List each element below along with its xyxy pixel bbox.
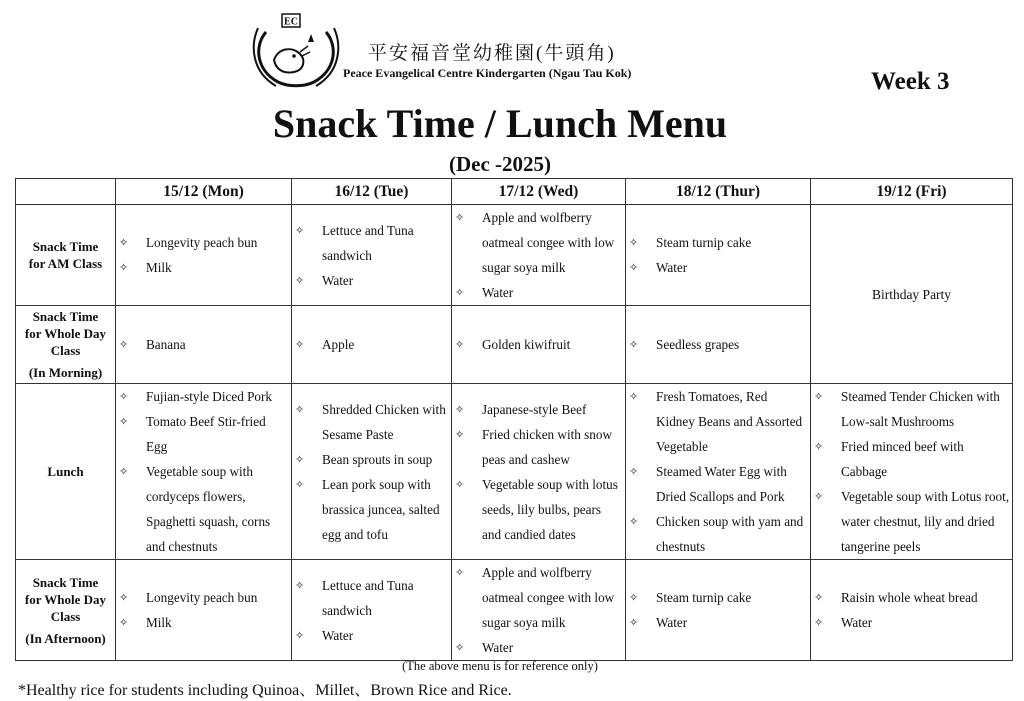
menu-cell — [811, 384, 1013, 560]
menu-item — [292, 623, 451, 648]
menu-item — [626, 610, 810, 635]
menu-item-text: Fresh Tomatoes, Red Kidney Beans and Assorted Vegetable — [656, 389, 803, 454]
menu-item-text: Water — [656, 615, 688, 630]
menu-item-text: Banana — [146, 337, 186, 352]
menu-item — [811, 434, 1012, 484]
menu-item — [626, 509, 810, 559]
menu-item — [452, 560, 625, 635]
menu-item-list — [292, 218, 451, 293]
menu-item-text: Longevity peach bun — [146, 235, 258, 250]
bullet-icon: ✧ — [455, 427, 465, 441]
bullet-icon: ✧ — [629, 515, 639, 528]
row-label-line: Snack Time — [32, 574, 99, 590]
menu-item-text: Vegetable soup with lotus seeds, lily bulbs, pears and candied dates — [482, 476, 618, 542]
bullet-icon: ✧ — [629, 616, 639, 629]
menu-item-list — [452, 332, 625, 357]
menu-item — [452, 422, 625, 472]
bullet-icon: ✧ — [455, 402, 465, 416]
reference-note: (The above menu is for reference only) — [402, 659, 598, 673]
menu-item-text: Seedless grapes — [656, 337, 740, 352]
menu-item-text: Fujian-style Diced Pork — [146, 389, 272, 404]
afternoon-snack-row — [16, 560, 1013, 661]
menu-item-list — [452, 205, 625, 305]
bullet-icon: ✧ — [295, 223, 305, 237]
menu-item — [292, 268, 451, 293]
day-header: 19/12 (Fri) — [811, 179, 1013, 205]
menu-item — [452, 635, 625, 660]
menu-item-text: Apple and wolfberry oatmeal congee with low sugar soya milk — [482, 210, 615, 275]
bullet-icon: ✧ — [814, 490, 824, 503]
menu-item — [292, 332, 451, 357]
row-label — [16, 384, 116, 560]
row-label-line: for AM Class — [28, 256, 103, 271]
menu-item-list — [811, 384, 1012, 559]
row-label — [16, 205, 116, 306]
menu-item — [116, 585, 291, 610]
menu-item-text: Milk — [146, 615, 172, 630]
menu-item-text: Milk — [146, 260, 172, 275]
menu-item — [626, 459, 810, 509]
bullet-icon: ✧ — [295, 338, 305, 351]
row-label-line: Snack Time — [32, 239, 99, 254]
menu-item — [811, 610, 1012, 635]
bullet-icon: ✧ — [455, 338, 465, 351]
bullet-icon: ✧ — [455, 211, 465, 224]
bullet-icon: ✧ — [295, 628, 305, 642]
school-name-chinese: 平安福音堂幼稚園(牛頭角) — [368, 43, 616, 64]
birthday-party-cell: Birthday Party — [811, 205, 1013, 384]
bullet-icon: ✧ — [629, 338, 639, 351]
menu-item-text: Steam turnip cake — [656, 235, 752, 250]
bullet-icon: ✧ — [295, 402, 305, 416]
menu-item-text: Fried chicken with snow peas and cashew — [482, 426, 613, 467]
row-label-line: Class — [50, 608, 81, 624]
bullet-icon: ✧ — [119, 616, 129, 629]
menu-item — [452, 332, 625, 357]
menu-item — [116, 255, 291, 280]
bullet-icon: ✧ — [119, 236, 129, 249]
row-label-line: for Whole Day — [24, 326, 107, 341]
bullet-icon: ✧ — [455, 286, 465, 299]
menu-item-text: Steamed Tender Chicken with Low-salt Mushrooms — [841, 389, 1000, 429]
menu-item-text: Water — [322, 272, 354, 288]
day-header: 17/12 (Wed) — [452, 179, 626, 205]
menu-item — [292, 218, 451, 268]
row-label-line: Lunch — [47, 464, 84, 479]
row-label — [16, 560, 116, 661]
bullet-icon: ✧ — [119, 465, 129, 478]
menu-cell — [626, 560, 811, 661]
bullet-icon: ✧ — [629, 236, 639, 249]
day-header-row — [16, 179, 1013, 205]
menu-item-text: Raisin whole wheat bread — [841, 590, 978, 605]
day-header: 16/12 (Tue) — [292, 179, 452, 205]
menu-item-text: Lettuce and Tuna sandwich — [322, 577, 414, 618]
menu-item — [626, 230, 810, 255]
menu-item — [292, 472, 451, 547]
bullet-icon: ✧ — [629, 465, 639, 478]
menu-item — [626, 585, 810, 610]
healthy-rice-note: *Healthy rice for students including Quinoa、Millet、Brown Rice and Rice. — [18, 682, 512, 699]
menu-item-text: Vegetable soup with cordyceps flowers, Spaghetti squash, corns and chestnuts — [146, 464, 271, 554]
menu-item-text: Chicken soup with yam and chestnuts — [656, 514, 804, 554]
bullet-icon: ✧ — [629, 261, 639, 274]
menu-item-text: Bean sprouts in soup — [322, 451, 433, 467]
menu-item — [116, 610, 291, 635]
page-header — [0, 0, 1024, 178]
bullet-icon: ✧ — [119, 390, 129, 403]
bullet-icon: ✧ — [455, 641, 465, 654]
menu-cell — [811, 560, 1013, 661]
menu-cell — [452, 384, 626, 560]
bullet-icon: ✧ — [119, 338, 129, 351]
menu-item-text: Water — [841, 615, 873, 630]
menu-cell — [116, 384, 292, 560]
row-label-line: Snack Time — [32, 309, 99, 324]
week-label: Week 3 — [871, 68, 950, 95]
menu-item — [452, 205, 625, 280]
school-name-english: Peace Evangelical Centre Kindergarten (Ngau Tau Kok) — [343, 66, 632, 80]
menu-item-text: Apple — [322, 337, 355, 352]
lunch-row — [16, 384, 1013, 560]
menu-item-text: Fried minced beef with Cabbage — [841, 439, 964, 479]
menu-table — [15, 178, 1013, 661]
menu-cell — [452, 205, 626, 306]
bullet-icon: ✧ — [814, 591, 824, 604]
menu-cell — [116, 306, 292, 384]
menu-item-list — [626, 585, 810, 635]
menu-item-text: Tomato Beef Stir-fried Egg — [146, 414, 266, 454]
menu-item — [292, 573, 451, 623]
menu-item-list — [452, 397, 625, 547]
bullet-icon: ✧ — [119, 261, 129, 274]
menu-item-list — [116, 585, 291, 635]
menu-item-text: Steamed Water Egg with Dried Scallops and Pork — [656, 464, 787, 504]
menu-cell — [626, 205, 811, 306]
menu-item — [292, 447, 451, 472]
menu-cell — [292, 306, 452, 384]
menu-item — [811, 484, 1012, 559]
bullet-icon: ✧ — [814, 390, 824, 403]
menu-item — [116, 384, 291, 409]
menu-cell — [626, 306, 811, 384]
menu-item — [811, 585, 1012, 610]
menu-cell — [626, 384, 811, 560]
menu-item-text: Water — [482, 640, 514, 655]
menu-item — [116, 409, 291, 459]
bullet-icon: ✧ — [295, 578, 305, 592]
menu-cell — [452, 560, 626, 661]
menu-item-list — [626, 332, 810, 357]
menu-cell — [116, 205, 292, 306]
page-title: Snack Time / Lunch Menu — [272, 101, 728, 146]
menu-item-list — [811, 585, 1012, 635]
kindergarten-logo — [248, 12, 344, 92]
menu-item — [116, 459, 291, 559]
menu-item-list — [626, 230, 810, 280]
row-label-line: for Whole Day — [24, 591, 107, 607]
menu-item-text: Longevity peach bun — [146, 590, 258, 605]
menu-item-text: Golden kiwifruit — [482, 337, 571, 352]
menu-cell — [292, 384, 452, 560]
bullet-icon: ✧ — [119, 591, 129, 604]
menu-item-list — [292, 332, 451, 357]
menu-item-list — [116, 332, 291, 357]
menu-item — [452, 472, 625, 547]
menu-item-list — [116, 230, 291, 280]
logo-text: EC — [284, 16, 298, 28]
menu-item-list — [116, 384, 291, 559]
menu-item-text: Lean pork soup with brassica juncea, salted egg and tofu — [322, 476, 440, 542]
menu-item-text: Apple and wolfberry oatmeal congee with low sugar soya milk — [482, 565, 615, 630]
menu-item — [626, 384, 810, 459]
am-snack-row — [16, 205, 1013, 306]
corner-cell — [16, 179, 116, 205]
bullet-icon: ✧ — [814, 440, 824, 453]
menu-cell — [116, 560, 292, 661]
menu-item-text: Shredded Chicken with Sesame Paste — [322, 401, 446, 442]
menu-cell — [452, 306, 626, 384]
menu-item — [626, 255, 810, 280]
menu-item-list — [292, 397, 451, 547]
menu-item — [116, 332, 291, 357]
menu-item-text: Japanese-style Beef — [482, 401, 587, 417]
menu-item-list — [292, 573, 451, 648]
day-header: 15/12 (Mon) — [116, 179, 292, 205]
page-subtitle: (Dec -2025) — [448, 152, 552, 176]
menu-item — [452, 280, 625, 305]
menu-item-text: Water — [482, 285, 514, 300]
menu-item-text: Water — [322, 627, 354, 643]
bullet-icon: ✧ — [455, 566, 465, 579]
menu-item-text: Lettuce and Tuna sandwich — [322, 222, 414, 263]
bullet-icon: ✧ — [629, 390, 639, 403]
bullet-icon: ✧ — [295, 273, 305, 287]
row-label-line: (In Morning) — [28, 365, 103, 380]
menu-item — [626, 332, 810, 357]
menu-item-text: Vegetable soup with Lotus root, water chestnut, lily and dried tangerine peels — [841, 489, 1010, 554]
bullet-icon: ✧ — [455, 477, 465, 491]
menu-cell — [292, 560, 452, 661]
bullet-icon: ✧ — [119, 415, 129, 428]
bullet-icon: ✧ — [629, 591, 639, 604]
row-label-line: Class — [50, 343, 81, 358]
menu-item-text: Steam turnip cake — [656, 590, 752, 605]
menu-item — [452, 397, 625, 422]
menu-item — [116, 230, 291, 255]
menu-item — [292, 397, 451, 447]
row-label — [16, 306, 116, 384]
menu-item-text: Water — [656, 260, 688, 275]
day-header: 18/12 (Thur) — [626, 179, 811, 205]
bullet-icon: ✧ — [814, 616, 824, 629]
menu-item — [811, 384, 1012, 434]
bullet-icon: ✧ — [295, 452, 305, 466]
row-label-line: (In Afternoon) — [25, 630, 106, 646]
menu-item-list — [452, 560, 625, 660]
bullet-icon: ✧ — [295, 477, 305, 491]
menu-cell — [292, 205, 452, 306]
menu-item-list — [626, 384, 810, 559]
